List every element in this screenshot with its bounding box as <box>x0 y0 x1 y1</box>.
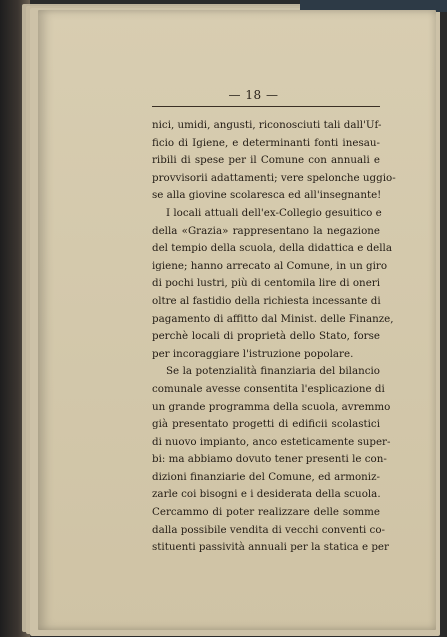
text-line: perchè locali di proprietà dello Stato, forse <box>152 330 380 343</box>
text-line: di pochi lustri, più di centomila lire di oneri <box>152 277 380 290</box>
text-line: dalla possibile vendita di vecchi conventi co- <box>152 523 385 536</box>
text-line: comunale avesse consentita l'esplicazione di <box>152 382 385 395</box>
text-line: ribili di spese per il Comune con annuali e <box>152 154 380 167</box>
text-line: un grande programma della scuola, avremmo <box>152 400 391 413</box>
text-line: bi: ma abbiamo dovuto tener presenti le con- <box>152 453 387 466</box>
text-line: per incoraggiare l'istruzione popolare. <box>152 347 354 360</box>
text-line: zarle coi bisogni e i desiderata della scuola. <box>152 488 381 501</box>
text-line: Se la potenzialità finanziaria del bilancio <box>166 365 380 378</box>
text-line: della «Grazia» rappresentano la negazione <box>152 224 380 237</box>
text-line: se alla giovine scolaresca ed all'insegnante! <box>152 189 382 202</box>
body-text <box>152 117 396 557</box>
text-line: I locali attuali dell'ex-Collegio gesuitico e <box>166 206 382 219</box>
text-line: stituenti passività annuali per la statica e per <box>152 541 389 554</box>
text-line: del tempio della scuola, della didattica e della <box>152 242 392 255</box>
header-rule <box>152 106 380 107</box>
text-line: oltre al fastidio della richiesta incessante di <box>152 294 381 307</box>
text-line: provvisorii adattamenti; vere spelonche uggio- <box>152 171 396 184</box>
text-line: nici, umidi, angusti, riconosciuti tali dall'Uf- <box>152 119 382 131</box>
text-line: Cercammo di poter realizzare delle somme <box>152 506 380 519</box>
text-line: ficio di Igiene, e determinanti fonti inesau- <box>152 136 380 149</box>
text-line: igiene; hanno arrecato al Comune, in un giro <box>152 259 388 272</box>
text-line: dizioni finanziarie del Comune, ed armoniz- <box>152 470 380 483</box>
text-line: già presentato progetti di edificii scolastici <box>152 418 380 431</box>
page-number: — 18 — <box>228 88 279 102</box>
text-line: pagamento di affitto dal Minist. delle Finanze, <box>152 312 394 325</box>
text-line: di nuovo impianto, anco esteticamente super- <box>152 435 391 448</box>
